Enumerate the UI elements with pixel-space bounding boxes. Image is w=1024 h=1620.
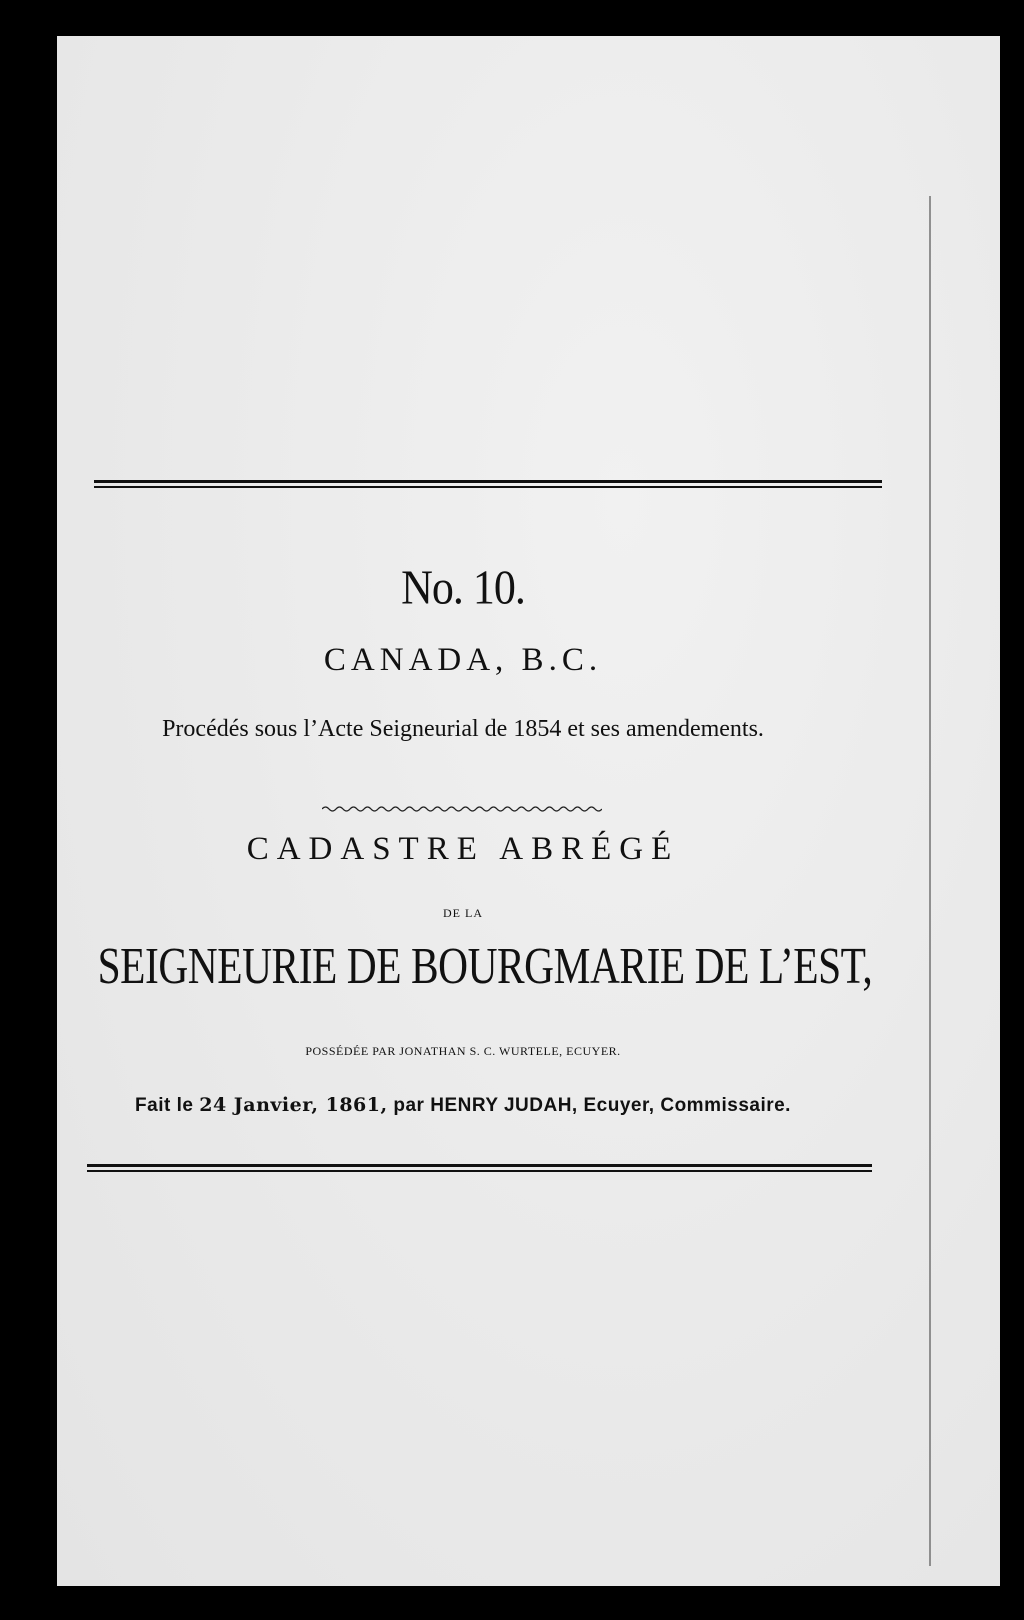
made-date: 24 Janvier, 1861, [199,1094,388,1116]
procedure-subtitle: Procédés sous l’Acte Seigneurial de 1854 et ses amendements. [162,716,764,742]
page-edge-line [929,196,931,1566]
top-rule-thin [94,486,882,488]
document-number: No. 10. [401,560,525,615]
bottom-rule-thick [87,1164,872,1167]
country-heading: CANADA, B.C. [323,642,603,678]
seigneurie-title: SEIGNEURIE DE BOURGMARIE DE L’EST, [97,936,873,995]
document-page [57,36,1000,1586]
bottom-rule-thin [87,1170,872,1172]
made-prefix: Fait le [135,1095,194,1116]
cadastre-heading: CADASTRE ABRÉGÉ [246,831,680,867]
made-by-line [57,1094,869,1117]
made-suffix: par HENRY JUDAH, Ecuyer, Commissaire. [393,1095,791,1116]
connector-text: DE LA [443,906,483,920]
ornamental-wave-divider [322,804,602,814]
owner-line: POSSÉDÉE PAR JONATHAN S. C. WURTELE, ECUYER. [305,1044,621,1058]
top-rule-thick [94,480,882,483]
